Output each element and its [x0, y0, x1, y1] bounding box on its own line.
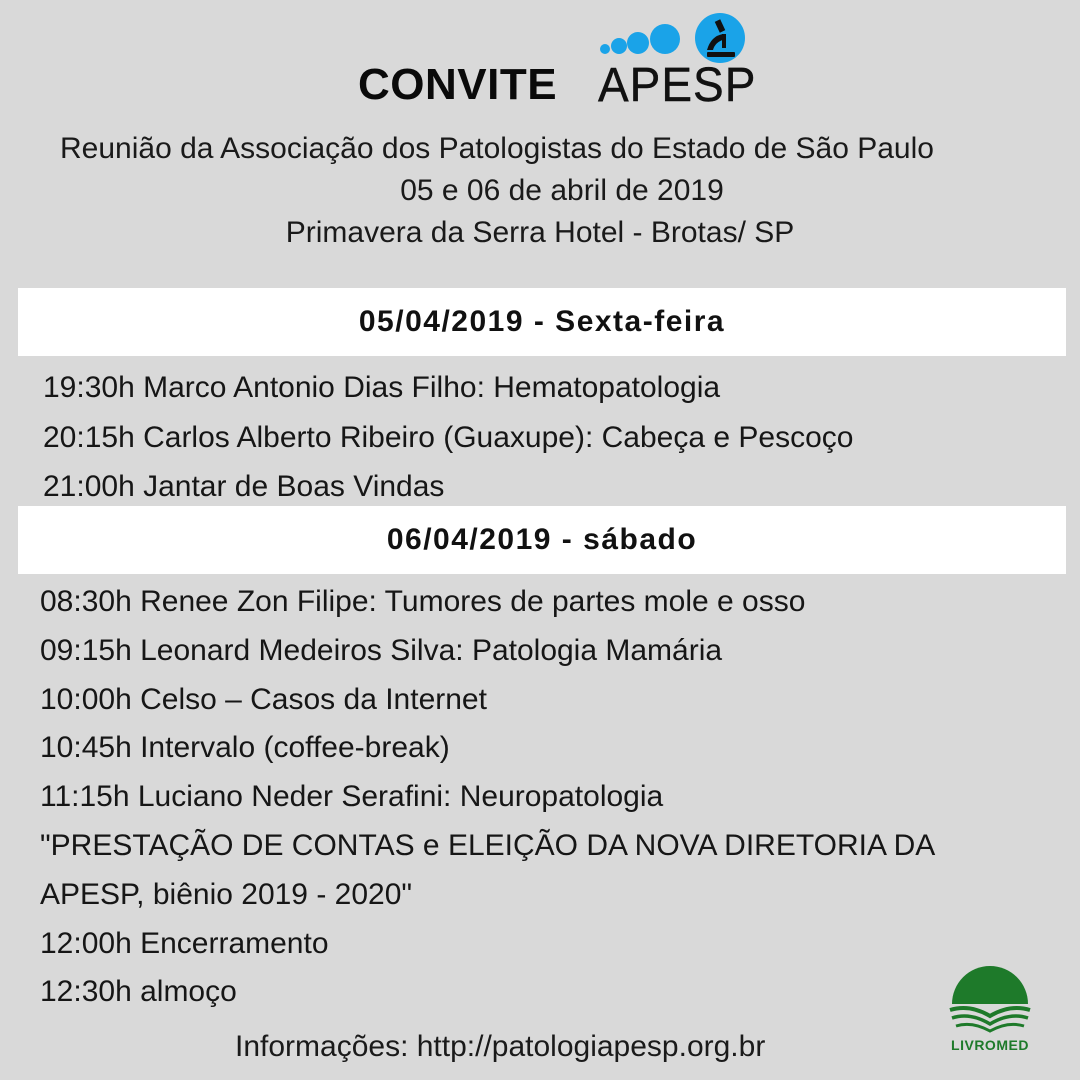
day-1-schedule — [0, 366, 1080, 515]
assembly-notice-line-1: "PRESTAÇÃO DE CONTAS e ELEIÇÃO DA NOVA DIRETORIA DA — [40, 828, 936, 862]
schedule-item: 20:15h Carlos Alberto Ribeiro (Guaxupe): Cabeça e Pescoço — [43, 420, 854, 454]
event-info — [0, 128, 1080, 254]
schedule-item: 12:30h almoço — [40, 975, 237, 1009]
livromed-logo-text: LIVROMED — [951, 1037, 1029, 1053]
schedule-item: 10:45h Intervalo (coffee-break) — [40, 731, 450, 765]
day-1-banner: 05/04/2019 - Sexta-feira — [18, 288, 1066, 356]
schedule-item: 10:00h Celso – Casos da Internet — [40, 682, 487, 716]
bubble-dot-1 — [600, 44, 610, 54]
schedule-item: 12:00h Encerramento — [40, 926, 329, 960]
bubble-dot-2 — [611, 38, 627, 54]
open-book-icon — [950, 966, 1030, 1031]
invitation-title: CONVITE — [358, 60, 558, 109]
day-2-schedule — [0, 580, 1080, 1019]
schedule-item: 19:30h Marco Antonio Dias Filho: Hematopatologia — [43, 371, 721, 404]
schedule-item: 09:15h Leonard Medeiros Silva: Patologia Mamária — [40, 633, 723, 667]
assembly-notice-line-2: APESP, biênio 2019 - 2020" — [40, 877, 413, 911]
bubble-dot-3 — [627, 32, 649, 54]
day-2-banner: 06/04/2019 - sábado — [18, 506, 1066, 574]
schedule-item: 21:00h Jantar de Boas Vindas — [43, 470, 445, 503]
event-venue: Primavera da Serra Hotel - Brotas/ SP — [285, 216, 795, 249]
event-name: Reunião da Associação dos Patologistas do Estado de São Paulo — [60, 132, 934, 165]
apesp-logo-text: APESP — [598, 57, 757, 112]
info-link[interactable]: Informações: http://patologiapesp.org.br — [235, 1030, 766, 1063]
event-dates: 05 e 06 de abril de 2019 — [400, 174, 724, 207]
schedule-item: 08:30h Renee Zon Filipe: Tumores de partes mole e osso — [40, 585, 806, 618]
schedule-item: 11:15h Luciano Neder Serafini: Neuropatologia — [40, 780, 664, 814]
header — [0, 0, 1080, 120]
bubble-dot-4 — [650, 24, 680, 54]
